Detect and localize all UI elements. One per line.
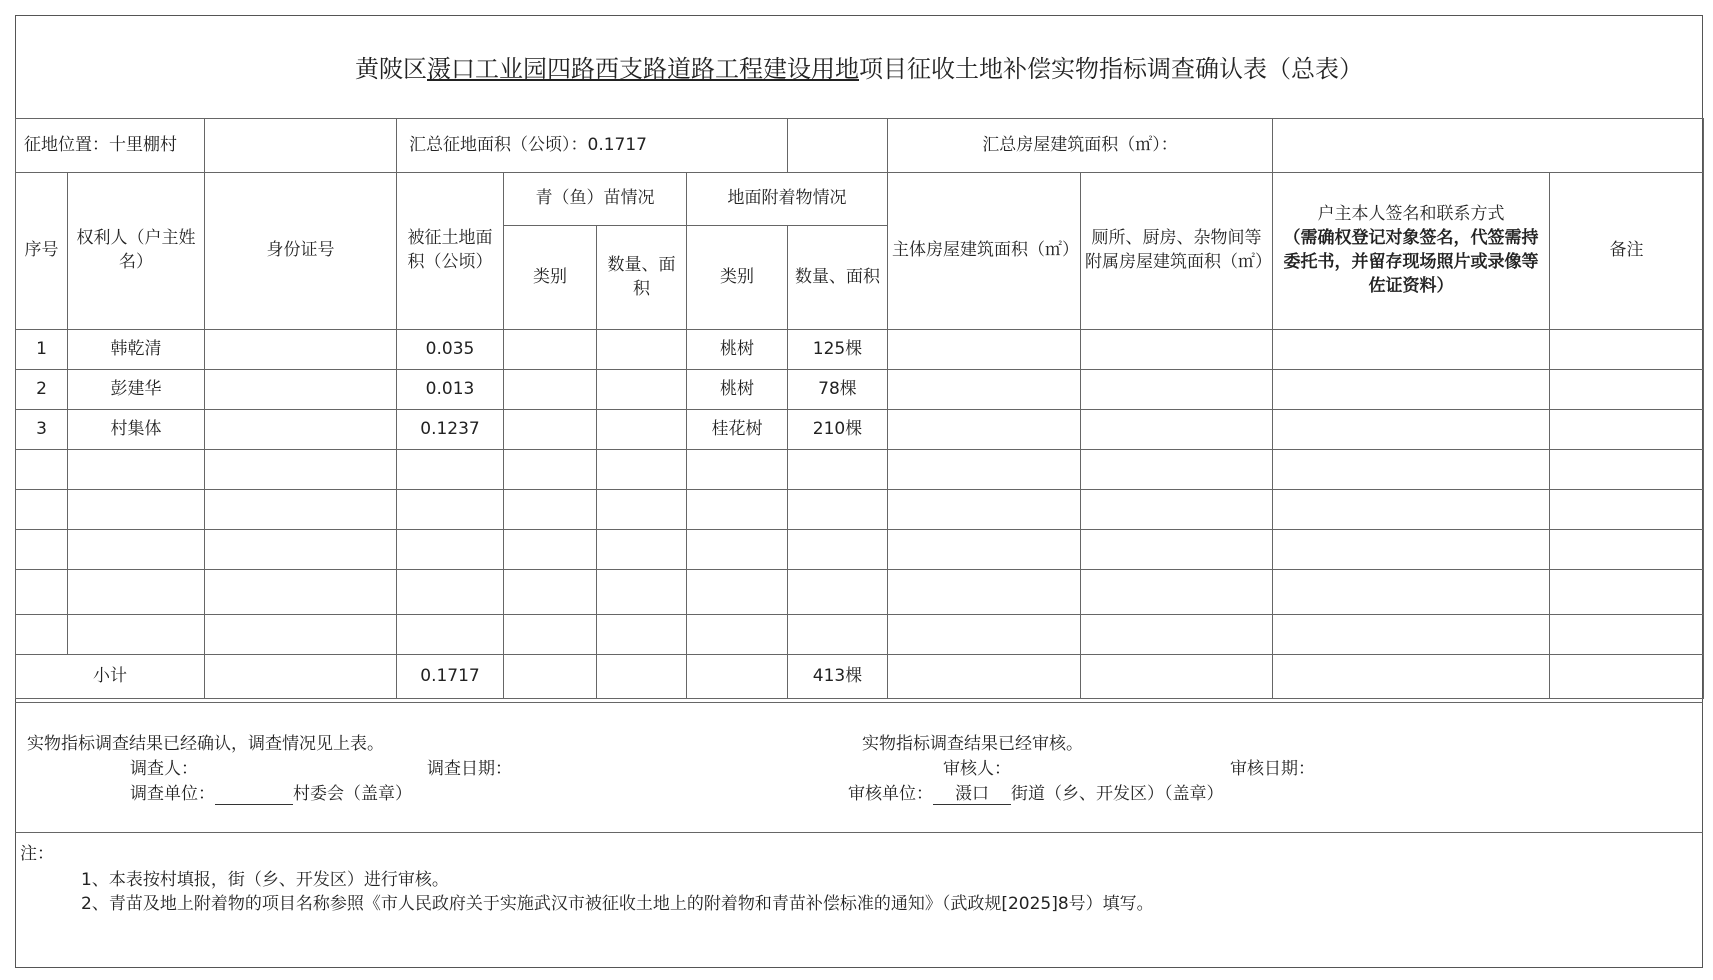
header-owner: 权利人（户主姓名） xyxy=(68,173,205,330)
reviewer-label: 审核人： xyxy=(943,759,1011,779)
row-land-area: 0.035 xyxy=(397,330,504,370)
row-remark xyxy=(1550,410,1704,450)
header-aux-house: 厕所、厨房、杂物间等附属房屋建筑面积（㎡） xyxy=(1081,173,1273,330)
header-attach-category: 类别 xyxy=(687,226,788,330)
investigation-date-label: 调查日期： xyxy=(427,759,512,779)
subtotal-area: 0.1717 xyxy=(397,655,504,699)
subtotal-attach-qty: 413棵 xyxy=(788,655,888,699)
empty-row xyxy=(16,450,1704,490)
village-blank xyxy=(215,784,293,805)
title-suffix: 项目征收土地补偿实物指标调查确认表（总表） xyxy=(859,55,1363,83)
land-location: 征地位置：十里棚村 xyxy=(16,119,205,173)
row-aux-house xyxy=(1081,330,1273,370)
row-owner: 彭建华 xyxy=(68,370,205,410)
header-signature-note: （需确权登记对象签名，代签需持委托书，并留存现场照片或录像等佐证资料） xyxy=(1283,228,1539,296)
review-unit-label: 审核单位： xyxy=(848,784,933,804)
header-seedling-category: 类别 xyxy=(504,226,597,330)
header-row-1 xyxy=(16,173,1704,226)
row-seedling-category xyxy=(504,410,597,450)
total-land-area: 汇总征地面积（公顷）：0.1717 xyxy=(397,119,788,173)
subtotal-label: 小计 xyxy=(16,655,205,699)
subtotal-row xyxy=(16,655,1704,699)
row-id xyxy=(205,410,397,450)
notes-label: 注： xyxy=(20,844,54,864)
street-seal: 街道（乡、开发区）（盖章） xyxy=(1011,784,1224,804)
row-seq: 3 xyxy=(16,410,68,450)
row-attach-qty: 210棵 xyxy=(788,410,888,450)
header-land-area: 被征土地面积（公顷） xyxy=(397,173,504,330)
header-signature-title: 户主本人签名和联系方式 xyxy=(1317,204,1505,225)
row-remark xyxy=(1550,330,1704,370)
row-main-house xyxy=(888,330,1081,370)
signature-block xyxy=(15,702,1703,833)
table-row xyxy=(16,410,1704,450)
header-seq: 序号 xyxy=(16,173,68,330)
header-seedling: 青（鱼）苗情况 xyxy=(504,173,687,226)
row-signature xyxy=(1273,410,1550,450)
row-seq: 1 xyxy=(16,330,68,370)
row-seedling-qty xyxy=(597,330,687,370)
row-attach-category: 桃树 xyxy=(687,330,788,370)
info-blank-3 xyxy=(1273,119,1704,173)
row-seq: 2 xyxy=(16,370,68,410)
review-confirm: 实物指标调查结果已经审核。 xyxy=(862,734,1083,754)
review-date-label: 审核日期： xyxy=(1230,759,1315,779)
row-id xyxy=(205,330,397,370)
empty-row xyxy=(16,530,1704,570)
row-seedling-qty xyxy=(597,370,687,410)
investigation-confirm: 实物指标调查结果已经确认，调查情况见上表。 xyxy=(27,734,384,754)
header-attach-qty: 数量、面积 xyxy=(788,226,888,330)
header-seedling-qty: 数量、面积 xyxy=(597,226,687,330)
row-owner: 韩乾清 xyxy=(68,330,205,370)
village-committee-seal: 村委会（盖章） xyxy=(293,784,412,804)
header-attachment: 地面附着物情况 xyxy=(687,173,888,226)
title-prefix: 黄陂区 xyxy=(355,55,427,83)
investigation-unit xyxy=(130,779,412,805)
row-attach-qty: 78棵 xyxy=(788,370,888,410)
notes-block xyxy=(15,833,1703,968)
note-2: 2、青苗及地上附着物的项目名称参照《市人民政府关于实施武汉市被征收土地上的附着物和青苗补偿标准的通知》（武政规[2025]8号）填写。 xyxy=(81,894,1154,914)
row-main-house xyxy=(888,410,1081,450)
empty-row xyxy=(16,570,1704,615)
row-id xyxy=(205,370,397,410)
table-row xyxy=(16,330,1704,370)
row-main-house xyxy=(888,370,1081,410)
investigator-label: 调查人： xyxy=(130,759,198,779)
row-aux-house xyxy=(1081,410,1273,450)
row-seedling-category xyxy=(504,330,597,370)
subtotal-id xyxy=(205,655,397,699)
row-land-area: 0.013 xyxy=(397,370,504,410)
total-house-area: 汇总房屋建筑面积（㎡）： xyxy=(888,119,1273,173)
survey-table xyxy=(15,118,1704,699)
street-name: 滠口 xyxy=(933,779,1011,805)
header-id: 身份证号 xyxy=(205,173,397,330)
header-main-house: 主体房屋建筑面积（㎡） xyxy=(888,173,1081,330)
row-attach-qty: 125棵 xyxy=(788,330,888,370)
row-signature xyxy=(1273,330,1550,370)
row-owner: 村集体 xyxy=(68,410,205,450)
info-blank-2 xyxy=(788,119,888,173)
info-blank-1 xyxy=(205,119,397,173)
row-land-area: 0.1237 xyxy=(397,410,504,450)
header-remark: 备注 xyxy=(1550,173,1704,330)
row-signature xyxy=(1273,370,1550,410)
note-1: 1、本表按村填报，街（乡、开发区）进行审核。 xyxy=(81,870,449,890)
row-attach-category: 桃树 xyxy=(687,370,788,410)
review-unit xyxy=(848,779,1224,805)
investigation-unit-label: 调查单位： xyxy=(130,784,215,804)
row-seedling-category xyxy=(504,370,597,410)
row-seedling-qty xyxy=(597,410,687,450)
info-row xyxy=(16,119,1704,173)
header-signature xyxy=(1273,173,1550,330)
row-aux-house xyxy=(1081,370,1273,410)
empty-row xyxy=(16,490,1704,530)
empty-row xyxy=(16,615,1704,655)
page-title xyxy=(15,15,1703,118)
table-row xyxy=(16,370,1704,410)
row-remark xyxy=(1550,370,1704,410)
title-project-name: 滠口工业园四路西支路道路工程建设用地 xyxy=(427,55,859,83)
row-attach-category: 桂花树 xyxy=(687,410,788,450)
